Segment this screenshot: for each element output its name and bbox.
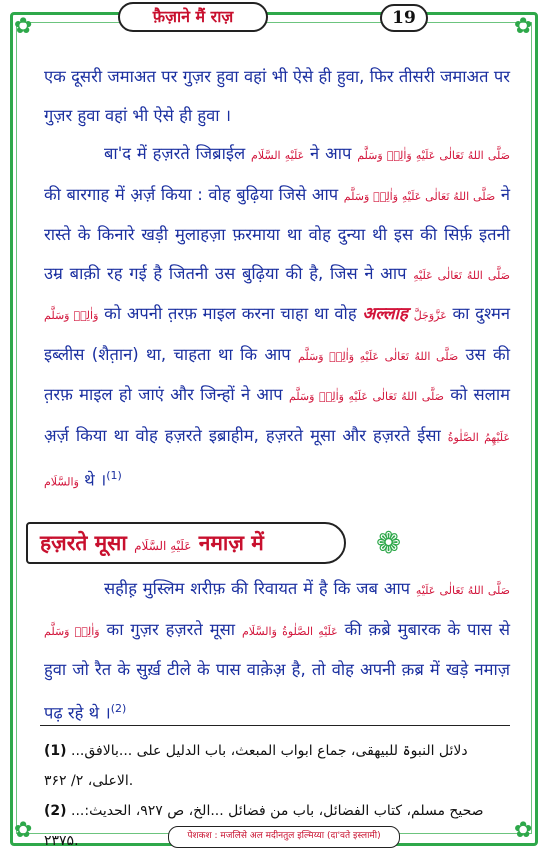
salawat-mark: صَلَّى اللهُ تَعَالٰى عَلَيْهِ وَاٰلِهٖ وَسَلَّم	[44, 268, 511, 322]
heading-text: नमाज़ में	[198, 531, 264, 555]
publisher-credit: पेशकश : मजलिसे अल मदीनतुल इल्मिय्या (दा'वते इस्लामी)	[168, 826, 400, 848]
salawat-mark: صَلَّى اللهُ تَعَالٰى عَلَيْهِ وَاٰلِهٖ وَسَلَّم	[343, 189, 496, 203]
text-segment: को अपनी त़रफ़ माइल करना चाहा था वोह	[104, 304, 357, 323]
text-segment: की बारगाह में अ़र्ज़ किया : वोह बुढ़िया जिसे आप	[44, 184, 339, 204]
salawat-mark: عَلَيْهِ السَّلَام	[134, 539, 192, 553]
text-segment: को सलाम अ़र्ज़ किया था वोह हज़रते इब्राहीम, हज़रते मूसा और हज़रते ईसा	[44, 385, 511, 445]
text-segment: का दुश्मन इब्लीस (शैत़ान) था, चाहता था कि आप	[44, 304, 510, 364]
salawat-mark: صَلَّى اللهُ تَعَالٰى عَلَيْهِ وَاٰلِهٖ وَسَلَّم	[44, 584, 510, 638]
salawat-mark: عَزَّوَجَلَّ	[413, 309, 447, 322]
page-number: 19	[380, 4, 428, 32]
text-segment: ने आप	[310, 144, 352, 163]
flower-ornament-icon: ❁	[376, 526, 402, 561]
heading-text: हज़रते मूसा	[40, 531, 127, 555]
salawat-mark: صَلَّى اللهُ تَعَالٰى عَلَيْهِ وَاٰلِهٖ وَسَلَّم	[298, 349, 459, 363]
section-heading	[26, 522, 402, 566]
footnote-number: (1)	[44, 743, 67, 759]
body-text	[44, 58, 510, 502]
text-segment: ने रास्ते के किनारे खड़ी मुलाहज़ा फ़रमाया था वोह दुन्या थी इस की सिर्फ़ इतनी उम्र बाक़ी रह गई है जितनी उस बुढ़िया की है, जिस ने आप	[44, 184, 510, 283]
corner-ornament-icon: ✿	[14, 14, 33, 39]
footnote-ref[interactable]: (1)	[106, 469, 122, 482]
text-segment: बा'द में हज़रते जिब्राईल	[104, 144, 246, 163]
text-segment: का गुज़र हज़रते मूसा	[106, 619, 236, 639]
corner-ornament-icon: ✿	[14, 818, 33, 843]
salawat-mark: صَلَّى اللهُ تَعَالٰى عَلَيْهِ وَاٰلِهٖ وَسَلَّم	[357, 149, 511, 162]
text-segment: की क़ब्रे मुबारक के पास से हुवा जो रैत के सुर्ख़ टीले के पास वाक़ेअ़ है, तो वोह अपनी क़ब्र में खड़े नमाज़ पढ़ रहे थे ।	[44, 619, 510, 722]
footnote-number: (2)	[44, 803, 67, 819]
paragraph-2	[44, 135, 510, 502]
salawat-mark: عَلَيْهِ الصَّلٰوةُ وَالسَّلَام	[241, 624, 338, 638]
paragraph-1: एक दूसरी जमाअत पर गुज़र हुवा वहां भी ऐसे ही हुवा, फिर तीसरी जमाअत पर गुज़र हुवा वहां भी ऐसे ही हुवा ।	[44, 67, 510, 125]
paragraph-3	[44, 570, 510, 733]
heading-box	[26, 522, 346, 564]
book-title: फ़ैज़ाने मैं राज़	[118, 2, 268, 32]
allah-calligraphy: अल्लाह	[362, 304, 408, 324]
corner-ornament-icon: ✿	[514, 818, 533, 843]
salawat-mark: عَلَيْهِ السَّلَام	[251, 149, 305, 162]
salawat-mark: صَلَّى اللهُ تَعَالٰى عَلَيْهِ وَاٰلِهٖ وَسَلَّم	[288, 390, 444, 403]
footnote-text: ...صحیح مسلم، کتاب الفضائل، باب من فضائل ...الخ، ص ۹۲۷، الحدیث: ۲۳۷۵.	[44, 803, 484, 849]
footnote-item	[44, 736, 510, 796]
text-segment: उस की त़रफ़ माइल हो जाएं और जिन्हों ने आप	[44, 344, 510, 404]
body-text-2	[44, 570, 510, 733]
footnote-text: ...دلائل النبوۃ للبیھقی، جماع ابواب المبعث، باب الدلیل علی ...بالافق الاعلی، ۲/ ۳۶۲.	[44, 743, 468, 789]
footnote-ref[interactable]: (2)	[110, 701, 127, 715]
text-segment: थे ।	[84, 470, 107, 490]
salawat-mark: عَلَيْهِمُ الصَّلٰوةُ وَالسَّلَام	[44, 430, 511, 489]
corner-ornament-icon: ✿	[514, 14, 533, 39]
text-segment: सहीह़ मुस्लिम शरीफ़ की रिवायत में है कि जब आप	[104, 579, 411, 598]
footnote-divider	[40, 725, 510, 726]
